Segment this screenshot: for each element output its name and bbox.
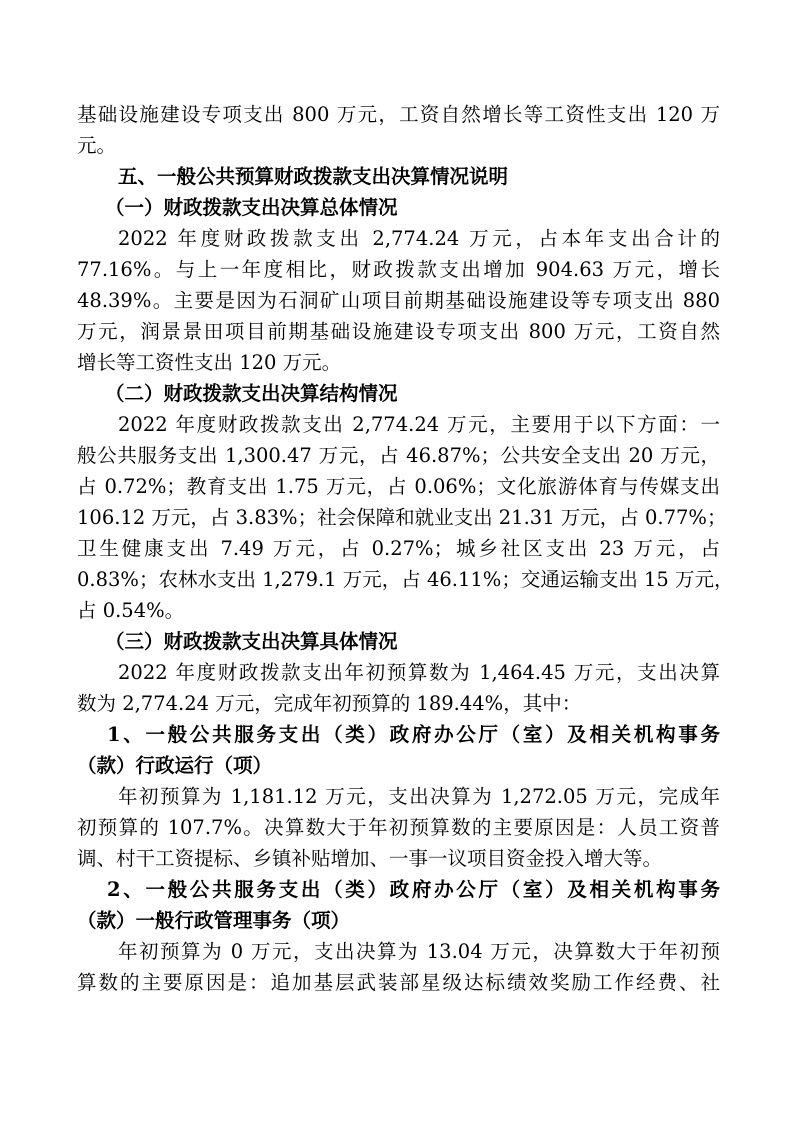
intro-paragraph-tail bbox=[77, 99, 720, 161]
detail-paragraph-line: 2022 年度财政拨款支出年初预算数为 1,464.45 万元，支出决算 bbox=[118, 661, 720, 684]
overall-paragraph-line: 增长等工资性支出 120 万元。 bbox=[77, 351, 342, 374]
item-paragraph-1-line: 年初预算为 1,181.12 万元，支出决算为 1,272.05 万元，完成年 bbox=[118, 785, 720, 808]
subheading-1-overall bbox=[77, 192, 720, 223]
item-paragraph-1-line: 调、村干工资提标、乡镇补贴增加、一事一议项目资金投入增大等。 bbox=[77, 847, 663, 870]
structure-paragraph-line: 106.12 万元，占 3.83%；社会保障和就业支出 21.31 万元，占 0.77%； bbox=[77, 506, 727, 529]
subheading-3-detail bbox=[77, 626, 720, 657]
structure-paragraph-line: 0.83%；农林水支出 1,279.1 万元，占 46.11%；交通运输支出 15 万元， bbox=[77, 568, 734, 591]
section-heading-5 bbox=[77, 161, 720, 192]
structure-paragraph-line: 占 0.72%；教育支出 1.75 万元，占 0.06%；文化旅游体育与传媒支出 bbox=[77, 475, 720, 498]
overall-paragraph-line: 2022 年度财政拨款支出 2,774.24 万元，占本年支出合计的 bbox=[118, 227, 720, 250]
detail-paragraph bbox=[77, 657, 720, 719]
intro-paragraph-tail-line: 元。 bbox=[77, 134, 117, 157]
subheading-2-structure bbox=[77, 378, 720, 409]
item-paragraph-2-line: 算数的主要原因是：追加基层武装部星级达标绩效奖励工作经费、社 bbox=[77, 971, 720, 994]
document-page bbox=[77, 99, 734, 998]
structure-paragraph bbox=[77, 409, 734, 626]
overall-paragraph-line: 48.39%。主要是因为石洞矿山项目前期基础设施建设等专项支出 880 bbox=[77, 289, 720, 312]
structure-paragraph-line: 占 0.54%。 bbox=[77, 599, 185, 622]
detail-paragraph-line: 数为 2,774.24 万元，完成年初预算的 189.44%，其中： bbox=[77, 692, 582, 715]
structure-paragraph-line: 般公共服务支出 1,300.47 万元，占 46.87%；公共安全支出 20 万元， bbox=[77, 444, 720, 467]
item-heading-2-line: 2、一般公共服务支出（类）政府办公厅（室）及相关机构事务 bbox=[107, 878, 720, 901]
subheading-1-overall-line: （一）财政拨款支出决算总体情况 bbox=[105, 196, 398, 219]
intro-paragraph-tail-line: 基础设施建设专项支出 800 万元，工资自然增长等工资性支出 120 万 bbox=[77, 103, 720, 126]
overall-paragraph bbox=[77, 223, 720, 378]
item-paragraph-1 bbox=[77, 781, 720, 874]
item-heading-2 bbox=[77, 874, 720, 936]
item-heading-1-line: 1、一般公共服务支出（类）政府办公厅（室）及相关机构事务 bbox=[107, 723, 720, 746]
item-paragraph-2 bbox=[77, 936, 720, 998]
subheading-2-structure-line: （二）财政拨款支出决算结构情况 bbox=[105, 382, 398, 405]
item-heading-1 bbox=[77, 719, 720, 781]
item-heading-2-line: （款）一般行政管理事务（项） bbox=[77, 909, 351, 932]
section-heading-5-line: 五、一般公共预算财政拨款支出决算情况说明 bbox=[118, 165, 509, 188]
item-paragraph-1-line: 初预算的 107.7%。决算数大于年初预算数的主要原因是：人员工资普 bbox=[77, 816, 720, 839]
overall-paragraph-line: 77.16%。与上一年度相比，财政拨款支出增加 904.63 万元，增长 bbox=[77, 258, 720, 281]
structure-paragraph-line: 卫生健康支出 7.49 万元，占 0.27%；城乡社区支出 23 万元，占 bbox=[77, 537, 720, 560]
structure-paragraph-line: 2022 年度财政拨款支出 2,774.24 万元，主要用于以下方面：一 bbox=[118, 413, 720, 436]
item-heading-1-line: （款）行政运行（项） bbox=[77, 754, 273, 777]
item-paragraph-2-line: 年初预算为 0 万元，支出决算为 13.04 万元，决算数大于年初预 bbox=[118, 940, 720, 963]
overall-paragraph-line: 万元，润景景田项目前期基础设施建设专项支出 800 万元，工资自然 bbox=[77, 320, 720, 343]
subheading-3-detail-line: （三）财政拨款支出决算具体情况 bbox=[105, 630, 398, 653]
